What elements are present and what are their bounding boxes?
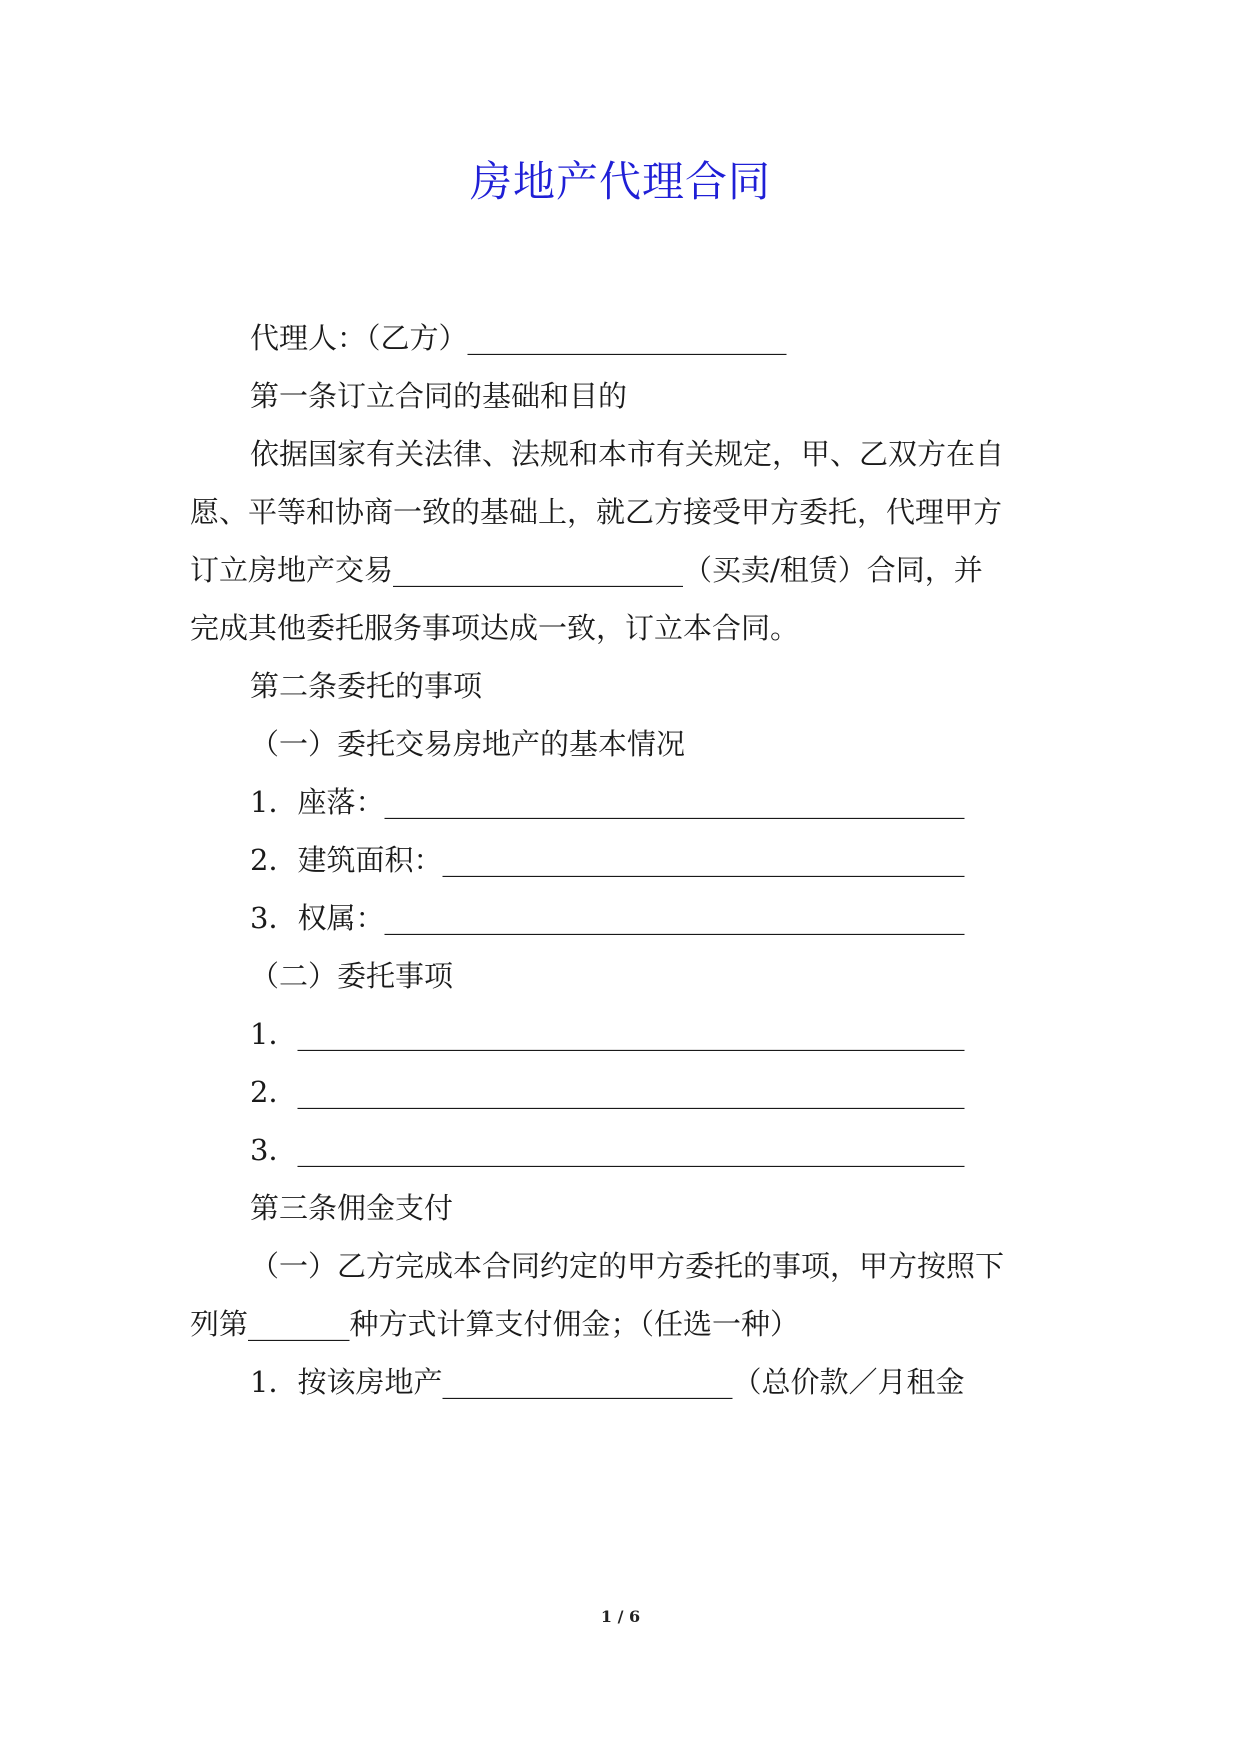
page-number: 1 / 6 [600,1607,641,1626]
section-heading: （二）委托事项 [250,959,454,993]
paragraph-line: 1．按该房地产____________________（总价款／月租金 [250,1365,965,1399]
paragraph-line: （一）乙方完成本合同约定的甲方委托的事项，甲方按照下 [250,1249,1005,1283]
article-2-heading: 第二条委托的事项 [250,669,483,703]
paragraph-line: 依据国家有关法律、法规和本市有关规定，甲、乙双方在自 [250,437,1005,471]
section-heading: （一）委托交易房地产的基本情况 [250,727,686,761]
document-title: 房地产代理合同 [469,157,771,206]
paragraph-line: 列第_______种方式计算支付佣金；（任选一种） [190,1307,800,1341]
entrusted-item-line: 3．______________________________________________ [250,1133,965,1167]
article-1-heading: 第一条订立合同的基础和目的 [250,379,628,413]
location-field-line: 1．座落：________________________________________ [250,785,965,819]
entrusted-item-line: 2．______________________________________________ [250,1075,965,1109]
building-area-field-line: 2．建筑面积：____________________________________ [250,843,965,877]
paragraph-line: 愿、平等和协商一致的基础上，就乙方接受甲方委托，代理甲方 [190,495,1003,529]
ownership-field-line: 3．权属：________________________________________ [250,901,965,935]
agent-party-line: 代理人：（乙方）______________________ [250,321,787,355]
paragraph-line: 订立房地产交易____________________（买卖/租赁）合同，并 [190,553,983,587]
entrusted-item-line: 1．______________________________________________ [250,1017,965,1051]
article-3-heading: 第三条佣金支付 [250,1191,454,1225]
paragraph-line: 完成其他委托服务事项达成一致，订立本合同。 [190,611,800,645]
